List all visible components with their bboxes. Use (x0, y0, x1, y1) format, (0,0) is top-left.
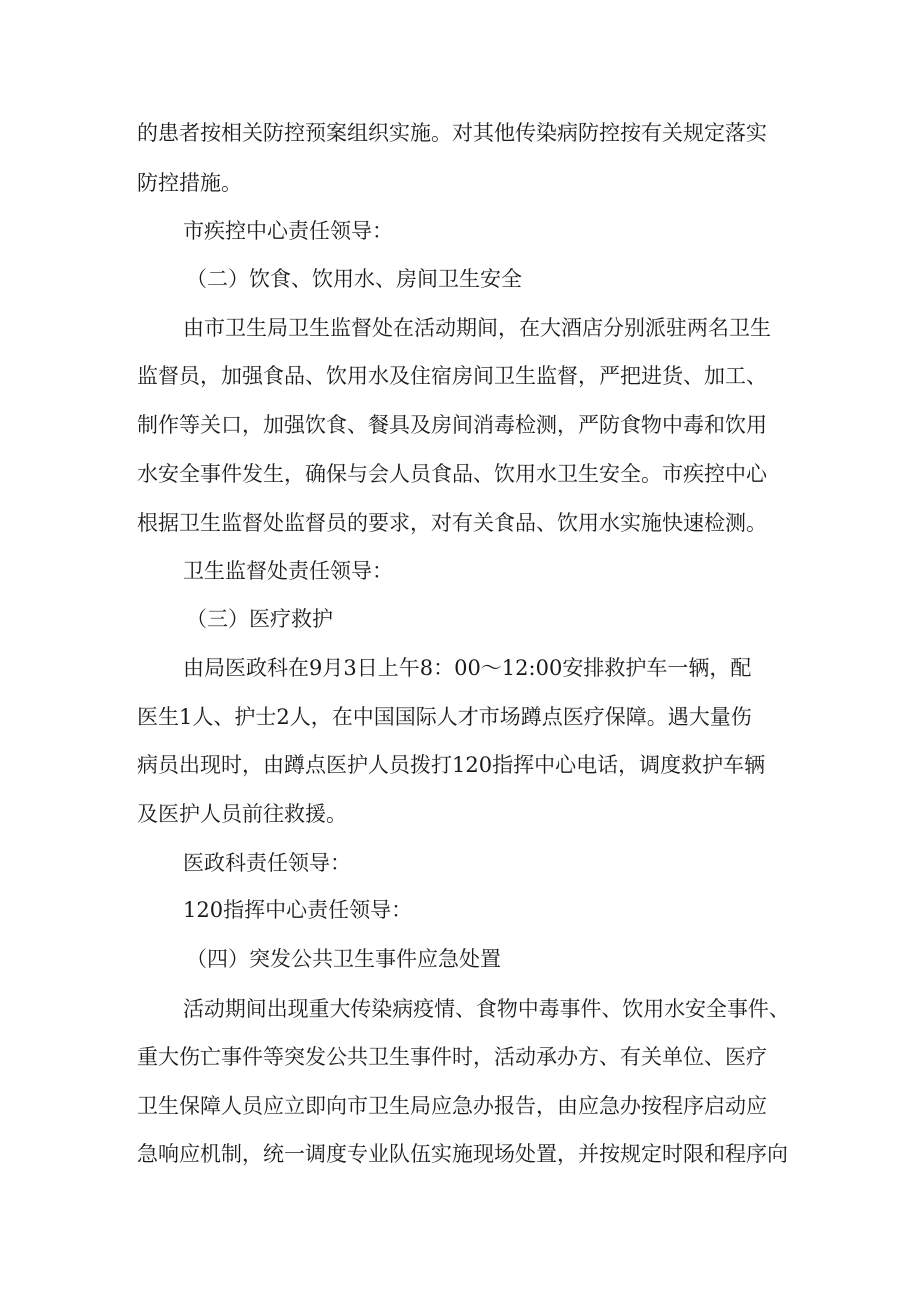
body-text-line: 卫生保障人员应立即向市卫生局应急办报告，由应急办按程序启动应 (137, 1094, 767, 1118)
body-text-line: 重大伤亡事件等突发公共卫生事件时，活动承办方、有关单位、医疗 (137, 1045, 767, 1069)
body-text-line: 医生1人、护士2人，在中国国际人才市场蹲点医疗保障。遇大量伤 (137, 705, 752, 729)
body-text-line: 活动期间出现重大传染病疫情、食物中毒事件、饮用水安全事件、 (183, 997, 790, 1021)
section-heading: （四）突发公共卫生事件应急处置 (186, 947, 501, 971)
body-text-line: 及医护人员前往救援。 (137, 802, 347, 826)
body-text-line: 根据卫生监督处监督员的要求，对有关食品、饮用水实施快速检测。 (137, 511, 767, 535)
responsible-leader-label: 市疾控中心责任领导： (183, 219, 393, 243)
body-text-line: 监督员，加强食品、饮用水及住宿房间卫生监督，严把进货、加工、 (137, 364, 767, 388)
body-text-line: 的患者按相关防控预案组织实施。对其他传染病防控按有关规定落实 (137, 121, 767, 145)
body-text-line: 水安全事件发生，确保与会人员食品、饮用水卫生安全。市疾控中心 (137, 462, 767, 486)
body-text-line: 防控措施。 (137, 171, 242, 195)
section-heading: （三）医疗救护 (186, 607, 333, 631)
responsible-leader-label: 120指挥中心责任领导： (183, 898, 413, 922)
responsible-leader-label: 医政科责任领导： (183, 851, 351, 875)
responsible-leader-label: 卫生监督处责任领导： (183, 559, 393, 583)
body-text-line: 由局医政科在9月3日上午8：00～12:00安排救护车一辆，配 (183, 656, 752, 680)
body-text-line: 制作等关口，加强饮食、餐具及房间消毒检测，严防食物中毒和饮用 (137, 413, 767, 437)
body-text-line: 急响应机制，统一调度专业队伍实施现场处置，并按规定时限和程序向 (137, 1142, 788, 1166)
body-text-line: 病员出现时，由蹲点医护人员拨打120指挥中心电话，调度救护车辆 (137, 753, 766, 777)
section-heading: （二）饮食、饮用水、房间卫生安全 (186, 267, 522, 291)
body-text-line: 由市卫生局卫生监督处在活动期间，在大酒店分别派驻两名卫生 (183, 316, 771, 340)
